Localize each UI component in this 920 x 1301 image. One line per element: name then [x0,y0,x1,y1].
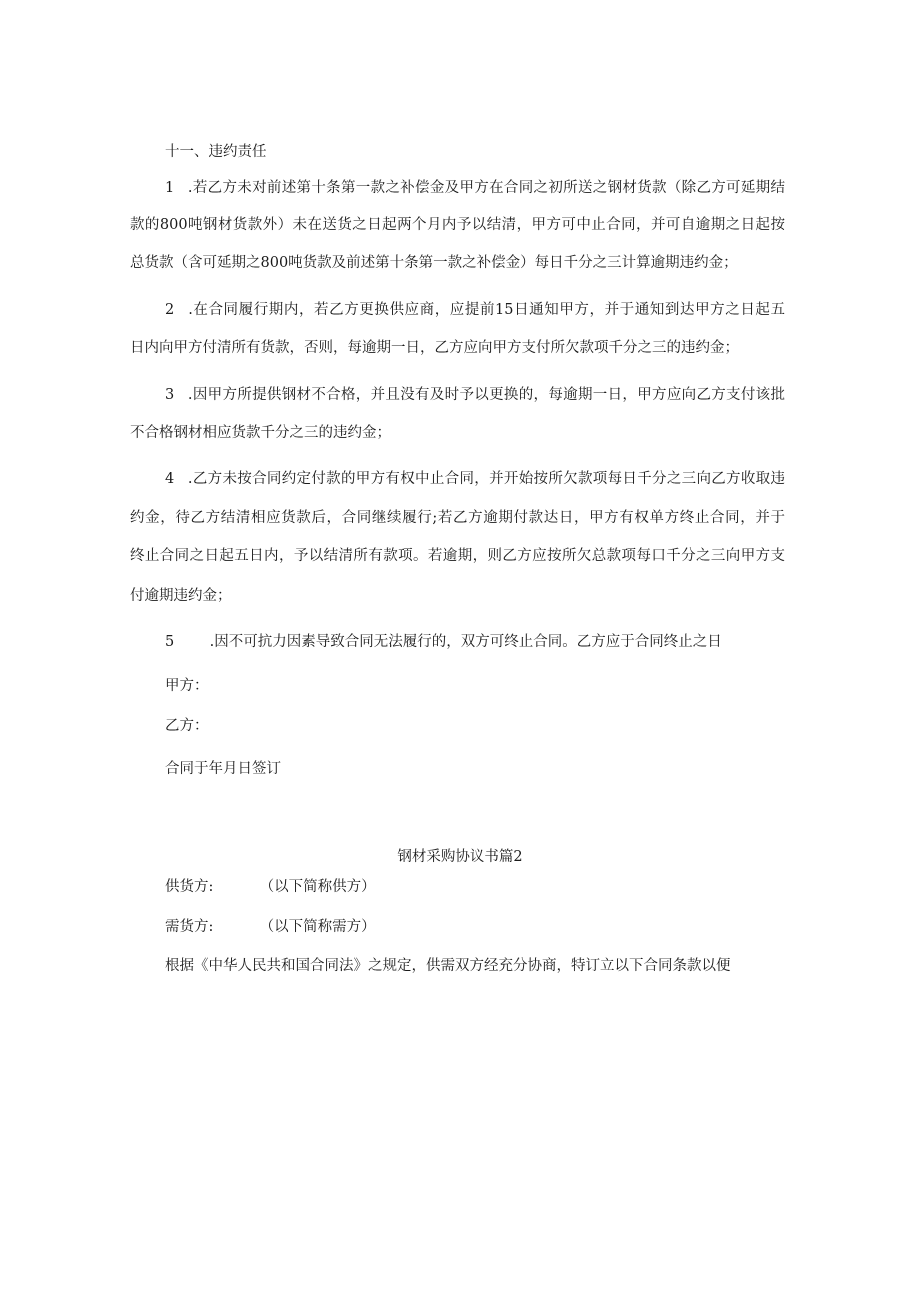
clause-1-line-3: 总货款（含可延期之800吨货款及前述第十条第一款之补偿金）每日千分之三计算逾期违约金； [130,255,738,271]
buyer-line [165,917,790,937]
buyer-label: 需货方: [165,919,214,935]
clause-1-line-2: 款的800吨钢材货款外）未在送货之日起两个月内予以结清，甲方可中止合同，并可自逾期之日起按 [130,217,785,233]
clause-4-line-2: 约金，待乙方结清相应货款后，合同继续履行;若乙方逾期付款达日，甲方有权单方终止合同，并于 [130,510,785,526]
clause-4-text-1: .乙方未按合同约定付款的甲方有权中止合同，并开始按所欠款项每日千分之三向乙方收取违 [187,471,785,487]
clause-4-line-1 [165,469,785,489]
clause-5-number: 5 [165,634,175,650]
section-heading: 十一、违约责任 [165,144,267,160]
party-b-label: 乙方： [165,718,209,734]
clause-5-line-1 [165,632,790,652]
clause-2-text-1: .在合同履行期内，若乙方更换供应商，应提前15日通知甲方，并于通知到达甲方之日起五 [188,302,786,318]
clause-3-line-1 [165,385,785,405]
party-a-label: 甲方： [165,678,209,694]
clause-5-text-1: .因不可抗力因素导致合同无法履行的，双方可终止合同。乙方应于合同终止之日 [209,634,722,650]
clause-4-number: 4 [165,471,175,487]
clause-2-number: 2 [165,302,175,318]
clause-2-line-2: 日内向甲方付清所有货款，否则，每逾期一日，乙方应向甲方支付所欠款项千分之三的违约金； [130,340,739,356]
signing-date-line: 合同于年月日签订 [165,761,281,777]
clause-1-number: 1 [165,180,175,196]
supplier-line [165,877,790,897]
clause-1-line-1 [165,178,785,198]
contract-intro: 根据《中华人民共和国合同法》之规定，供需双方经充分协商，特订立以下合同条款以便 [165,958,731,974]
clause-4-line-3: 终止合同之日起五日内，予以结清所有款项。若逾期，则乙方应按所欠总款项每口千分之三向甲方支 [130,548,785,564]
clause-3-number: 3 [165,387,175,403]
supplier-note: （以下简称供方） [259,879,376,895]
clause-4-line-4: 付逾期违约金； [130,588,232,604]
clause-3-line-2: 不合格钢材相应货款千分之三的违约金； [130,425,391,441]
buyer-note: （以下简称需方） [259,919,376,935]
doc2-title: 钢材采购协议书篇2 [397,849,523,865]
clause-3-text-1: .因甲方所提供钢材不合格，并且没有及时予以更换的，每逾期一日，甲方应向乙方支付该批 [187,387,785,403]
supplier-label: 供货方: [165,879,214,895]
clause-2-line-1 [165,300,785,320]
clause-1-text-1: .若乙方未对前述第十条第一款之补偿金及甲方在合同之初所送之钢材货款（除乙方可延期结 [187,180,785,196]
